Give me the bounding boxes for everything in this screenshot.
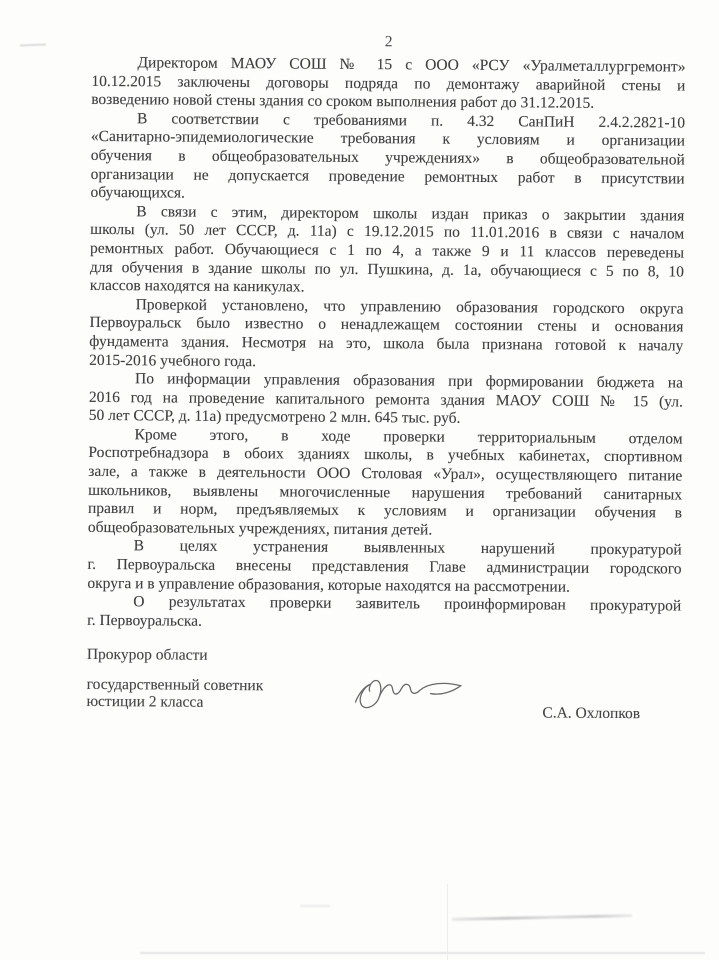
paragraph-line: для обучения в здание школы по ул. Пушкина, д. 1а, обучающиеся с 5 по 8, 10: [89, 258, 684, 281]
paragraph-line: Роспотребнадзора в обоих зданиях школы, в учебных кабинетах, спортивном: [88, 444, 683, 467]
paragraph-line: Кроме этого, в ходе проверки территориальным отделом: [134, 426, 683, 448]
paragraph-line: 2016 год на проведение капитального ремонта здания МАОУ СОШ № 15 (ул.: [88, 388, 683, 411]
page-number: 2: [384, 33, 393, 51]
paragraph-line: 10.12.2015 заключены договоры подряда по демонтажу аварийной стены и: [91, 72, 686, 95]
paragraph-line: О результатах проверки заявитель проинформирован прокуратурой: [133, 593, 682, 615]
signature-block: [86, 646, 681, 741]
paragraph-line: зале, а также в деятельности ООО Столовая «Урал», осуществляющего питание: [88, 462, 683, 485]
paragraph-line: обучения в общеобразовательных учреждениях» в общеобразовательной: [90, 146, 685, 169]
paragraph-line: организации не допускается проведение ремонтных работ в присутствии: [90, 165, 685, 188]
paragraph-line: классов находятся на каникулах.: [89, 277, 305, 296]
paragraph-line: В целях устранения выявленных нарушений прокуратурой: [133, 537, 682, 559]
paragraph-line: Проверкой установлено, что управлению образования городского округа: [135, 295, 684, 318]
paragraph-line: школы (ул. 50 лет СССР, д. 11а) с 19.12.2015 по 11.01.2016 в связи с началом: [90, 221, 685, 243]
paragraph-line: Первоуральск было известно о ненадлежащем состоянии стены и основания: [89, 314, 684, 336]
paragraph-line: школьников, выявлены многочисленные нарушения требований санитарных: [88, 481, 683, 504]
paragraph-line: 50 лет СССР, д. 11а) предусмотрено 2 млн. 645 тыс. руб.: [88, 407, 461, 428]
signatory-name: С.А. Охлопков: [542, 704, 641, 723]
paragraph-line: В связи с этим, директором школы издан приказ о закрытии здания: [136, 202, 685, 225]
paragraph-line: г. Первоуральска внесены представления Главе администрации городского: [87, 555, 682, 578]
handwritten-signature-icon: [348, 658, 483, 717]
prosecutor-title: Прокурор области: [86, 645, 208, 664]
document-body: [87, 54, 686, 635]
paragraph-line: правил и норм, предъявляемых к условиям и организации обучения в: [87, 500, 683, 522]
paragraph-line: Директором МАОУ СОШ № 15 с ООО «РСУ «Уралметаллургремонт»: [137, 54, 686, 76]
paragraph-line: ремонтных работ. Обучающиеся с 1 по 4, а также 9 и 11 классов переведены: [89, 239, 685, 262]
paragraph-line: обучающихся.: [90, 184, 186, 202]
paragraph-line: В соответствии с требованиями п. 4.32 СанПиН 2.4.2.2821-10: [137, 110, 686, 132]
paragraph-line: фундамента здания. Несмотря на это, школа была признана готовой к началу: [89, 332, 684, 355]
paragraph-line: округа и в управление образования, которые находятся на рассмотрении.: [87, 574, 570, 596]
paragraph-line: возведению новой стены здания со сроком выполнения работ до 31.12.2015.: [91, 91, 595, 113]
paragraph-line: 2015-2016 учебного года.: [89, 351, 257, 370]
paragraph-line: «Санитарно-эпидемиологические требования к условиям и организации: [90, 128, 685, 150]
paragraph-line: общеобразовательных учреждениях, питания детей.: [87, 518, 433, 539]
paragraph-line: г. Первоуральска.: [87, 611, 203, 630]
rank-line-1: государственный советник: [86, 675, 264, 695]
rank-line-2: юстиции 2 класса: [86, 692, 204, 711]
paragraph-line: По информации управления образования при формировании бюджета на: [134, 370, 684, 392]
